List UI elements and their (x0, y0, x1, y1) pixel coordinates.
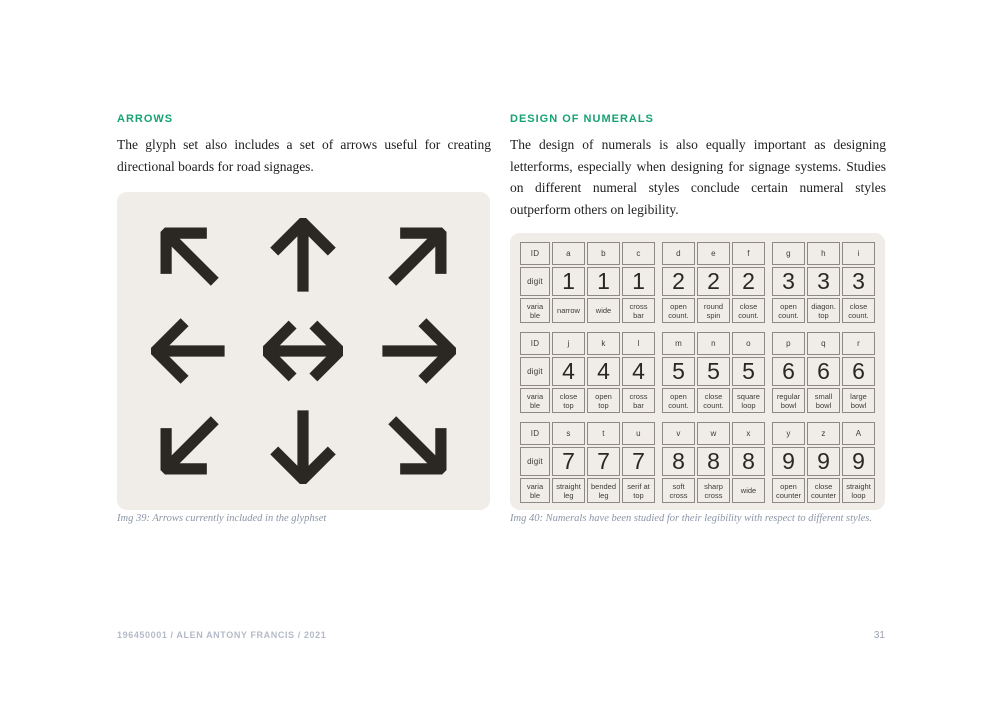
variable-cell: bended leg (587, 478, 620, 503)
arrow-down-left-icon (135, 387, 248, 500)
numeral-style-table (520, 242, 655, 323)
id-cell: m (662, 332, 695, 355)
id-cell: g (772, 242, 805, 265)
arrow-cell (263, 218, 343, 298)
variable-cell: large bowl (842, 388, 875, 413)
digit-cell: 9 (772, 447, 805, 476)
id-cell: a (552, 242, 585, 265)
row-label-id: ID (520, 242, 550, 265)
numeral-style-table (662, 332, 765, 413)
variable-cell: soft cross (662, 478, 695, 503)
numerals-figure-panel (510, 233, 885, 510)
digit-cell: 8 (732, 447, 765, 476)
row-label-id: ID (520, 422, 550, 445)
variable-cell: close top (552, 388, 585, 413)
id-cell: o (732, 332, 765, 355)
arrow-down-right-icon (359, 387, 472, 500)
id-cell: c (622, 242, 655, 265)
digit-cell: 5 (662, 357, 695, 386)
variable-cell: straight loop (842, 478, 875, 503)
variable-cell: serif at top (622, 478, 655, 503)
variable-cell: wide (732, 478, 765, 503)
variable-cell: cross bar (622, 388, 655, 413)
digit-cell: 9 (807, 447, 840, 476)
variable-cell: close counter (807, 478, 840, 503)
arrow-up-right-icon (359, 202, 472, 315)
page-number: 31 (873, 630, 885, 641)
id-cell: r (842, 332, 875, 355)
arrow-cell (376, 218, 456, 298)
id-cell: k (587, 332, 620, 355)
variable-cell: diagon. top (807, 298, 840, 323)
digit-cell: 2 (697, 267, 730, 296)
variable-cell: narrow (552, 298, 585, 323)
id-cell: t (587, 422, 620, 445)
arrow-left-right-icon (263, 311, 343, 391)
digit-cell: 5 (732, 357, 765, 386)
digit-cell: 8 (662, 447, 695, 476)
variable-cell: small bowl (807, 388, 840, 413)
numeral-table-row (520, 332, 875, 413)
variable-cell: sharp cross (697, 478, 730, 503)
arrow-up-icon (263, 218, 343, 298)
digit-cell: 3 (842, 267, 875, 296)
numeral-tables (510, 233, 885, 510)
digit-cell: 7 (587, 447, 620, 476)
arrow-left-icon (151, 311, 231, 391)
digit-cell: 8 (697, 447, 730, 476)
numeral-table-row (520, 242, 875, 323)
row-label-variable: varia ble (520, 388, 550, 413)
digit-cell: 1 (622, 267, 655, 296)
variable-cell: close count. (697, 388, 730, 413)
numeral-style-table (772, 422, 875, 503)
arrow-cell (151, 404, 231, 484)
row-label-digit: digit (520, 447, 550, 476)
row-label-variable: varia ble (520, 478, 550, 503)
digit-cell: 2 (662, 267, 695, 296)
variable-cell: close count. (842, 298, 875, 323)
footer-author-line: 196450001 / ALEN ANTONY FRANCIS / 2021 (117, 630, 327, 640)
variable-cell: open top (587, 388, 620, 413)
id-cell: b (587, 242, 620, 265)
id-cell: n (697, 332, 730, 355)
id-cell: w (697, 422, 730, 445)
variable-cell: straight leg (552, 478, 585, 503)
arrow-cell (376, 311, 456, 391)
row-label-id: ID (520, 332, 550, 355)
variable-cell: square loop (732, 388, 765, 413)
variable-cell: wide (587, 298, 620, 323)
id-cell: l (622, 332, 655, 355)
digit-cell: 4 (622, 357, 655, 386)
row-label-digit: digit (520, 267, 550, 296)
numeral-style-table (520, 332, 655, 413)
id-cell: y (772, 422, 805, 445)
id-cell: f (732, 242, 765, 265)
arrows-figure-panel (117, 192, 490, 510)
variable-cell: open count. (662, 298, 695, 323)
variable-cell: round spin (697, 298, 730, 323)
arrows-section-heading: ARROWS (117, 113, 174, 125)
row-label-digit: digit (520, 357, 550, 386)
variable-cell: open counter (772, 478, 805, 503)
variable-cell: open count. (662, 388, 695, 413)
arrow-cell (376, 404, 456, 484)
numeral-style-table (662, 242, 765, 323)
digit-cell: 2 (732, 267, 765, 296)
arrow-cell (151, 311, 231, 391)
id-cell: h (807, 242, 840, 265)
digit-cell: 1 (587, 267, 620, 296)
numeral-style-table (772, 242, 875, 323)
variable-cell: regular bowl (772, 388, 805, 413)
arrows-figure-caption: Img 39: Arrows currently included in the glyphset (117, 513, 327, 524)
numeral-style-table (772, 332, 875, 413)
id-cell: q (807, 332, 840, 355)
id-cell: i (842, 242, 875, 265)
id-cell: p (772, 332, 805, 355)
numerals-section-heading: DESIGN OF NUMERALS (510, 113, 654, 125)
numeral-style-table (662, 422, 765, 503)
variable-cell: cross bar (622, 298, 655, 323)
digit-cell: 5 (697, 357, 730, 386)
numeral-style-table (520, 422, 655, 503)
variable-cell: open count. (772, 298, 805, 323)
digit-cell: 4 (552, 357, 585, 386)
id-cell: x (732, 422, 765, 445)
id-cell: A (842, 422, 875, 445)
digit-cell: 3 (772, 267, 805, 296)
digit-cell: 3 (807, 267, 840, 296)
numerals-section-body: The design of numerals is also equally important as designing letterforms, especially when designing for signage systems. Studies on different numeral styles conclude certain numeral styles outperform others on legibility. (510, 137, 886, 217)
id-cell: e (697, 242, 730, 265)
id-cell: z (807, 422, 840, 445)
arrow-grid (117, 192, 490, 510)
arrows-section-body: The glyph set also includes a set of arrows useful for creating directional boards for road signages. (117, 137, 491, 174)
arrow-cell (151, 218, 231, 298)
arrow-up-left-icon (135, 202, 248, 315)
id-cell: d (662, 242, 695, 265)
numerals-figure-caption: Img 40: Numerals have been studied for their legibility with respect to different styles. (510, 513, 872, 524)
numeral-table-row (520, 422, 875, 503)
digit-cell: 1 (552, 267, 585, 296)
digit-cell: 7 (622, 447, 655, 476)
id-cell: s (552, 422, 585, 445)
digit-cell: 7 (552, 447, 585, 476)
digit-cell: 6 (842, 357, 875, 386)
arrow-cell (263, 404, 343, 484)
arrow-right-icon (376, 311, 456, 391)
id-cell: v (662, 422, 695, 445)
row-label-variable: varia ble (520, 298, 550, 323)
arrow-cell (263, 311, 343, 391)
arrow-down-icon (263, 404, 343, 484)
digit-cell: 6 (772, 357, 805, 386)
variable-cell: close count. (732, 298, 765, 323)
id-cell: j (552, 332, 585, 355)
digit-cell: 9 (842, 447, 875, 476)
id-cell: u (622, 422, 655, 445)
digit-cell: 4 (587, 357, 620, 386)
digit-cell: 6 (807, 357, 840, 386)
